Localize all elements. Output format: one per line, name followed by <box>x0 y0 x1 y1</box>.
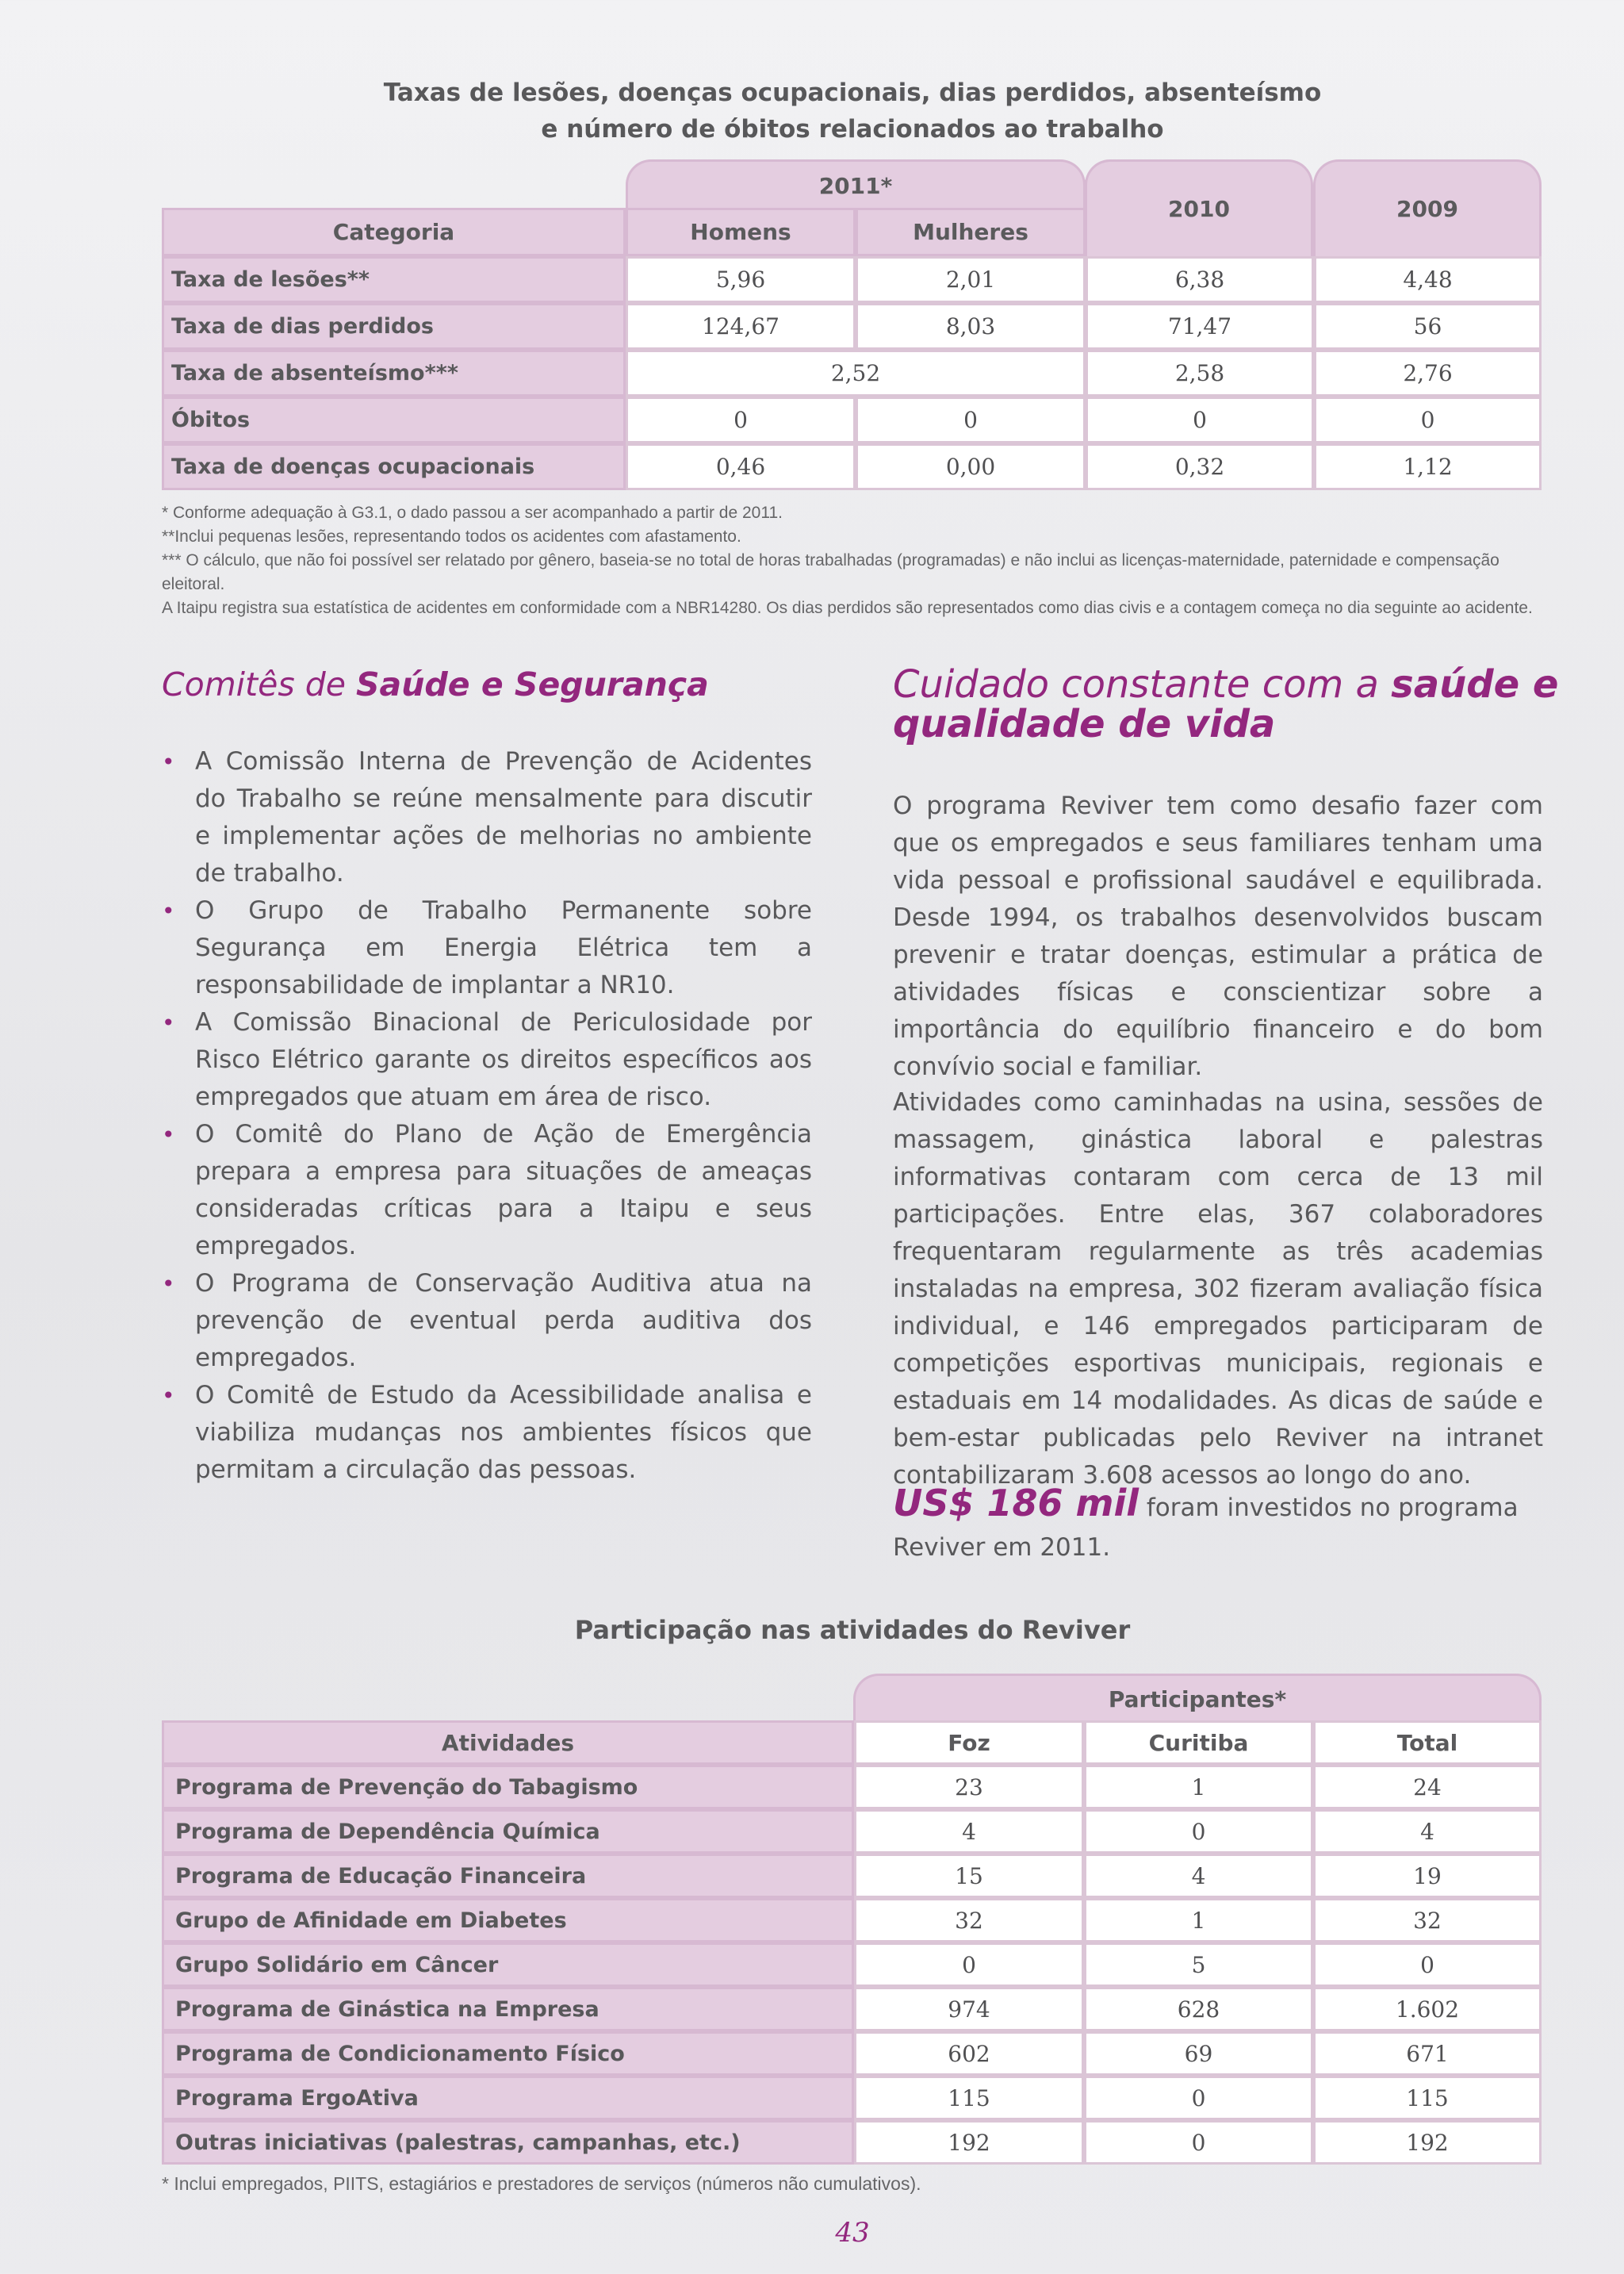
table2-row-label: Outras iniciativas (palestras, campanhas, etc.) <box>162 2120 854 2165</box>
table2-row-label: Programa ErgoAtiva <box>162 2076 854 2120</box>
table1-cell: 6,38 <box>1086 256 1314 303</box>
list-item-text: O Grupo de Trabalho Permanente sobre Segurança em Energia Elétrica tem a responsabilidade de implantar a NR10. <box>195 896 812 999</box>
table1-footnotes <box>162 501 1542 620</box>
table1-cell: 0 <box>626 397 856 443</box>
list-item <box>162 892 812 1004</box>
table1-cell: 0,46 <box>626 443 856 490</box>
table2-cell: 115 <box>854 2076 1084 2120</box>
cuidado-heading-bold1: saúde e <box>1391 662 1559 707</box>
list-item-text: O Programa de Conservação Auditiva atua na prevenção de eventual perda auditiva dos empregados. <box>195 1269 812 1372</box>
list-item <box>162 1004 812 1116</box>
list-item <box>162 1116 812 1265</box>
header-atividades: Atividades <box>162 1720 854 1765</box>
table1-cell: 0 <box>1314 397 1542 443</box>
cuidado-heading <box>893 662 1567 746</box>
table2-cell: 69 <box>1084 2031 1313 2076</box>
table1-cell: 124,67 <box>626 303 856 350</box>
table1-cell: 0 <box>856 397 1086 443</box>
table2-cell: 4 <box>1084 1854 1313 1898</box>
table2-title: Participação nas atividades do Reviver <box>574 1615 1131 1645</box>
comites-heading-bold: Saúde e Segurança <box>356 665 709 704</box>
header-foz: Foz <box>854 1720 1084 1765</box>
table2-cell: 192 <box>1313 2120 1542 2165</box>
table2-row-label: Programa de Educação Financeira <box>162 1854 854 1898</box>
comites-heading <box>162 665 709 704</box>
table2-cell: 0 <box>1084 2120 1313 2165</box>
table1-cell: 2,58 <box>1086 350 1314 397</box>
table1-cell-merged: 2,52 <box>626 350 1086 397</box>
table2-cell: 4 <box>854 1809 1084 1854</box>
table2-cell: 192 <box>854 2120 1084 2165</box>
header-categoria: Categoria <box>162 208 626 256</box>
table2-cell: 4 <box>1313 1809 1542 1854</box>
list-item-text: O Comitê de Estudo da Acessibilidade analisa e viabiliza mudanças nos ambientes físicos que permitam a circulação das pessoas. <box>195 1381 812 1484</box>
list-item-text: O Comitê do Plano de Ação de Emergência prepara a empresa para situações de ameaças consideradas críticas para a Itaipu e seus empregados. <box>195 1120 812 1260</box>
table1-cell: 56 <box>1314 303 1542 350</box>
header-homens: Homens <box>626 208 856 256</box>
table2-cell: 0 <box>1084 2076 1313 2120</box>
table1-cell: 8,03 <box>856 303 1086 350</box>
table1-row-label: Taxa de dias perdidos <box>162 303 626 350</box>
table2-cell: 0 <box>1313 1942 1542 1987</box>
comites-heading-light: Comitês de <box>162 665 357 704</box>
table1-cell: 0 <box>1086 397 1314 443</box>
table1-row-label: Óbitos <box>162 397 626 443</box>
table2-row-label: Programa de Dependência Química <box>162 1809 854 1854</box>
table1-row-label: Taxa de doenças ocupacionais <box>162 443 626 490</box>
table1-title-line1: Taxas de lesões, doenças ocupacionais, dias perdidos, absenteísmo <box>383 79 1322 107</box>
table1-cell: 5,96 <box>626 256 856 303</box>
cuidado-paragraph-1: O programa Reviver tem como desafio fazer com que os empregados e seus familiares tenham uma vida pessoal e profissional saudável e equilibrada. Desde 1994, os trabalhos desenvolvidos buscam prevenir e tratar doenças, estimular a prática de atividades físicas e conscientizar sobre a importância do equilíbrio financeiro e do bom convívio social e familiar. <box>893 792 1543 1081</box>
table2-cell: 628 <box>1084 1987 1313 2031</box>
footnote: * Conforme adequação à G3.1, o dado passou a ser acompanhado a partir de 2011. <box>162 504 783 522</box>
list-item-text: A Comissão Interna de Prevenção de Acidentes do Trabalho se reúne mensalmente para discutir e implementar ações de melhorias no ambiente de trabalho. <box>195 747 812 888</box>
table1-row-label: Taxa de absenteísmo*** <box>162 350 626 397</box>
table1-cell: 4,48 <box>1314 256 1542 303</box>
bullet-icon: • <box>162 749 175 775</box>
table2-cell: 23 <box>854 1765 1084 1809</box>
table2-row-label: Programa de Condicionamento Físico <box>162 2031 854 2076</box>
table2-row-label: Programa de Prevenção do Tabagismo <box>162 1765 854 1809</box>
header-total: Total <box>1313 1720 1542 1765</box>
cuidado-paragraph-2: Atividades como caminhadas na usina, sessões de massagem, ginástica laboral e palestras informativas contaram com cerca de 13 mil participações. Entre elas, 367 colaboradores frequentaram regularmente as três academias instaladas na empresa, 302 fizeram avaliação física individual, e 146 empregados participaram de competições esportivas municipais, regionais e estaduais em 14 modalidades. As dicas de saúde e bem-estar publicadas pelo Reviver na intranet contabilizaram 3.608 acessos ao longo do ano. <box>893 1088 1543 1490</box>
table2-cell: 1.602 <box>1313 1987 1542 2031</box>
list-item <box>162 1265 812 1377</box>
table1-cell: 2,76 <box>1314 350 1542 397</box>
bullet-icon: • <box>162 1271 175 1297</box>
table2-cell: 115 <box>1313 2076 1542 2120</box>
footnote: A Itaipu registra sua estatística de acidentes em conformidade com a NBR14280. Os dias perdidos são representados como dias civis e a contagem começa no dia seguinte ao acidente. <box>162 599 1533 617</box>
table1-title <box>0 75 1624 148</box>
table2-row-label: Grupo de Afinidade em Diabetes <box>162 1898 854 1942</box>
table2-row-label: Grupo Solidário em Câncer <box>162 1942 854 1987</box>
table1-cell: 2,01 <box>856 256 1086 303</box>
table1-cell: 0,00 <box>856 443 1086 490</box>
table2-cell: 1 <box>1084 1765 1313 1809</box>
list-item <box>162 743 812 892</box>
table1-cell: 71,47 <box>1086 303 1314 350</box>
header-mulheres: Mulheres <box>856 208 1086 256</box>
table2-cell: 32 <box>1313 1898 1542 1942</box>
list-item-text: A Comissão Binacional de Periculosidade por Risco Elétrico garante os direitos específicos aos empregados que atuam em área de risco. <box>195 1008 812 1111</box>
page-number: 43 <box>835 2217 870 2249</box>
bullet-icon: • <box>162 898 175 924</box>
cuidado-heading-light: Cuidado constante com a <box>893 662 1392 707</box>
table2-cell: 15 <box>854 1854 1084 1898</box>
header-participantes: Participantes* <box>853 1674 1542 1723</box>
table2-row-label: Programa de Ginástica na Empresa <box>162 1987 854 2031</box>
footnote: *** O cálculo, que não foi possível ser relatado por gênero, baseia-se no total de horas trabalhadas (programadas) e não inclui as licenças-maternidade, paternidade e compensação eleitoral. <box>162 551 1500 593</box>
table2-cell: 671 <box>1313 2031 1542 2076</box>
table2-cell: 0 <box>854 1942 1084 1987</box>
list-item <box>162 1377 812 1489</box>
cuidado-heading-bold2: qualidade de vida <box>893 702 1276 746</box>
bullet-icon: • <box>162 1382 175 1409</box>
table1-cell: 1,12 <box>1314 443 1542 490</box>
table2-cell: 1 <box>1084 1898 1313 1942</box>
table2-cell: 5 <box>1084 1942 1313 1987</box>
header-2011: 2011* <box>626 159 1086 210</box>
footnote: **Inclui pequenas lesões, representando todos os acidentes com afastamento. <box>162 527 741 546</box>
comites-list <box>162 743 812 1489</box>
table1-row-label: Taxa de lesões** <box>162 256 626 303</box>
table2-cell: 32 <box>854 1898 1084 1942</box>
table1-cell: 0,32 <box>1086 443 1314 490</box>
table2-cell: 974 <box>854 1987 1084 2031</box>
investment-callout <box>893 1483 1543 1567</box>
bullet-icon: • <box>162 1010 175 1036</box>
table2-cell: 24 <box>1313 1765 1542 1809</box>
header-curitiba: Curitiba <box>1084 1720 1313 1765</box>
header-2010: 2010 <box>1085 159 1313 256</box>
investment-text: foram investidos no programa Reviver em 2011. <box>893 1494 1519 1562</box>
investment-amount: US$ 186 mil <box>893 1482 1139 1524</box>
header-2009: 2009 <box>1313 159 1542 256</box>
table2-cell: 0 <box>1084 1809 1313 1854</box>
bullet-icon: • <box>162 1122 175 1148</box>
table2-footnote: * Inclui empregados, PIITS, estagiários e prestadores de serviços (números não cumulativos). <box>162 2173 921 2194</box>
table2-cell: 19 <box>1313 1854 1542 1898</box>
table2-cell: 602 <box>854 2031 1084 2076</box>
table1-title-line2: e número de óbitos relacionados ao trabalho <box>541 115 1164 144</box>
